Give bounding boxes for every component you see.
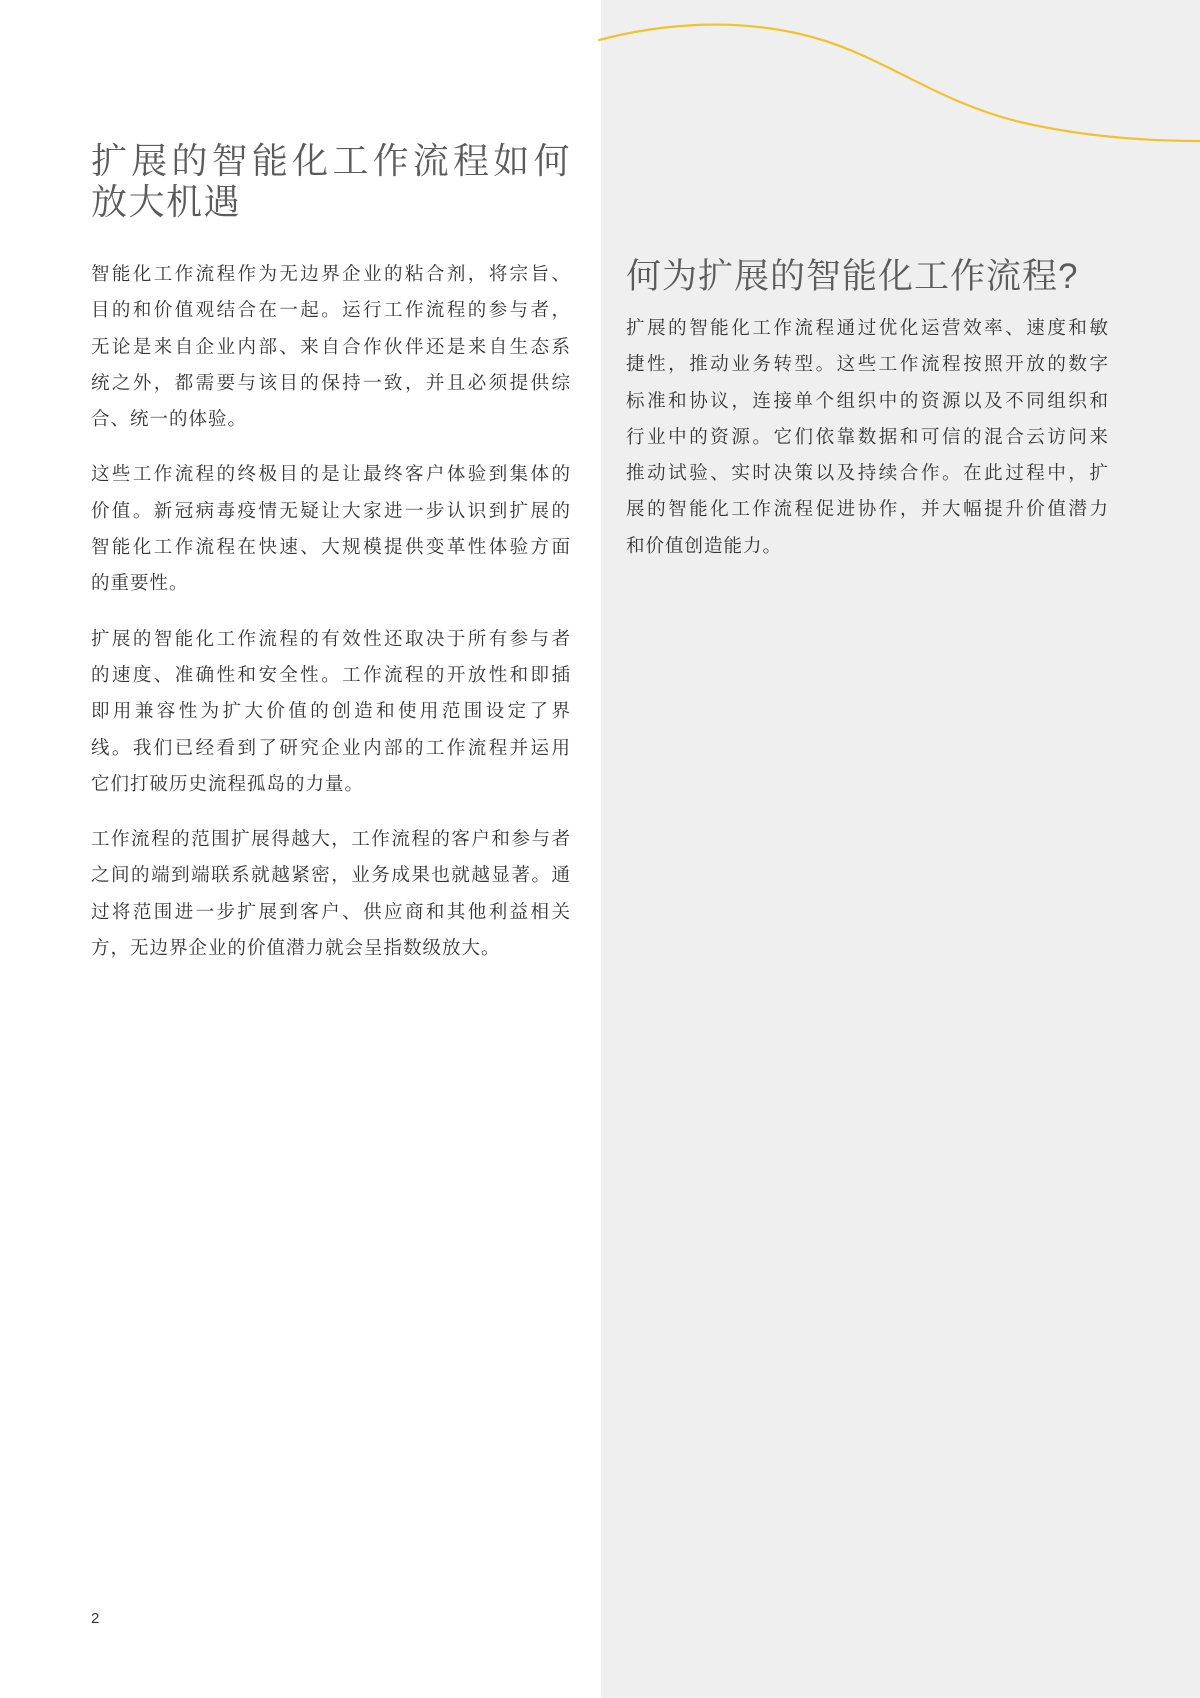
paragraph-line: 过将范围进一步扩展到客户、供应商和其他利益相关 xyxy=(91,900,571,922)
paragraph xyxy=(91,821,571,966)
paragraph-line: 线。我们已经看到了研究企业内部的工作流程并运用 xyxy=(91,736,571,758)
page-number: 2 xyxy=(91,1610,100,1627)
paragraph-line: 目的和价值观结合在一起。运行工作流程的参与者， xyxy=(91,299,571,321)
paragraph-line: 智能化工作流程在快速、大规模提供变革性体验方面 xyxy=(91,536,571,558)
paragraph-line: 标准和协议，连接单个组织中的资源以及不同组织和 xyxy=(626,389,1109,411)
wave-line xyxy=(599,25,1200,141)
paragraph-line: 无论是来自企业内部、来自合作伙伴还是来自生态系 xyxy=(91,335,571,357)
paragraph-line: 统之外，都需要与该目的保持一致，并且必须提供综 xyxy=(91,371,571,393)
page-title: 扩展的智能化工作流程如何放大机遇 xyxy=(91,140,571,222)
paragraph-line: 和价值创造能力。 xyxy=(626,534,783,556)
paragraph-line: 工作流程的范围扩展得越大，工作流程的客户和参与者 xyxy=(91,828,571,850)
paragraph-line: 之间的端到端联系就越紧密，业务成果也就越显著。通 xyxy=(91,864,571,886)
sidebar-title: 何为扩展的智能化工作流程? xyxy=(626,257,1079,296)
paragraph-line: 行业中的资源。它们依靠数据和可信的混合云访问来 xyxy=(626,425,1109,447)
sidebar-paragraph xyxy=(626,310,1109,564)
paragraph xyxy=(91,621,571,802)
paragraph-line: 推动试验、实时决策以及持续合作。在此过程中，扩 xyxy=(626,462,1109,484)
paragraph-line: 的速度、准确性和安全性。工作流程的开放性和即插 xyxy=(91,663,571,685)
paragraph-line: 这些工作流程的终极目的是让最终客户体验到集体的 xyxy=(91,463,571,485)
paragraph-line: 合、统一的体验。 xyxy=(91,408,248,430)
paragraph xyxy=(91,256,571,437)
paragraph xyxy=(91,456,571,601)
sidebar-column xyxy=(626,310,1109,583)
paragraph-line: 捷性，推动业务转型。这些工作流程按照开放的数字 xyxy=(626,353,1109,375)
paragraph-line: 方，无边界企业的价值潜力就会呈指数级放大。 xyxy=(91,937,501,959)
paragraph-line: 即用兼容性为扩大价值的创造和使用范围设定了界 xyxy=(91,700,571,722)
paragraph-line: 价值。新冠病毒疫情无疑让大家进一步认识到扩展的 xyxy=(91,499,571,521)
paragraph-line: 智能化工作流程作为无边界企业的粘合剂，将宗旨、 xyxy=(91,263,571,284)
paragraph-line: 它们打破历史流程孤岛的力量。 xyxy=(91,772,365,794)
paragraph-line: 扩展的智能化工作流程的有效性还取决于所有参与者 xyxy=(91,627,571,649)
paragraph-line: 的重要性。 xyxy=(91,572,189,594)
paragraph-line: 展的智能化工作流程促进协作，并大幅提升价值潜力 xyxy=(626,498,1109,520)
main-column xyxy=(91,256,571,985)
paragraph-line: 扩展的智能化工作流程通过优化运营效率、速度和敏 xyxy=(626,317,1109,338)
